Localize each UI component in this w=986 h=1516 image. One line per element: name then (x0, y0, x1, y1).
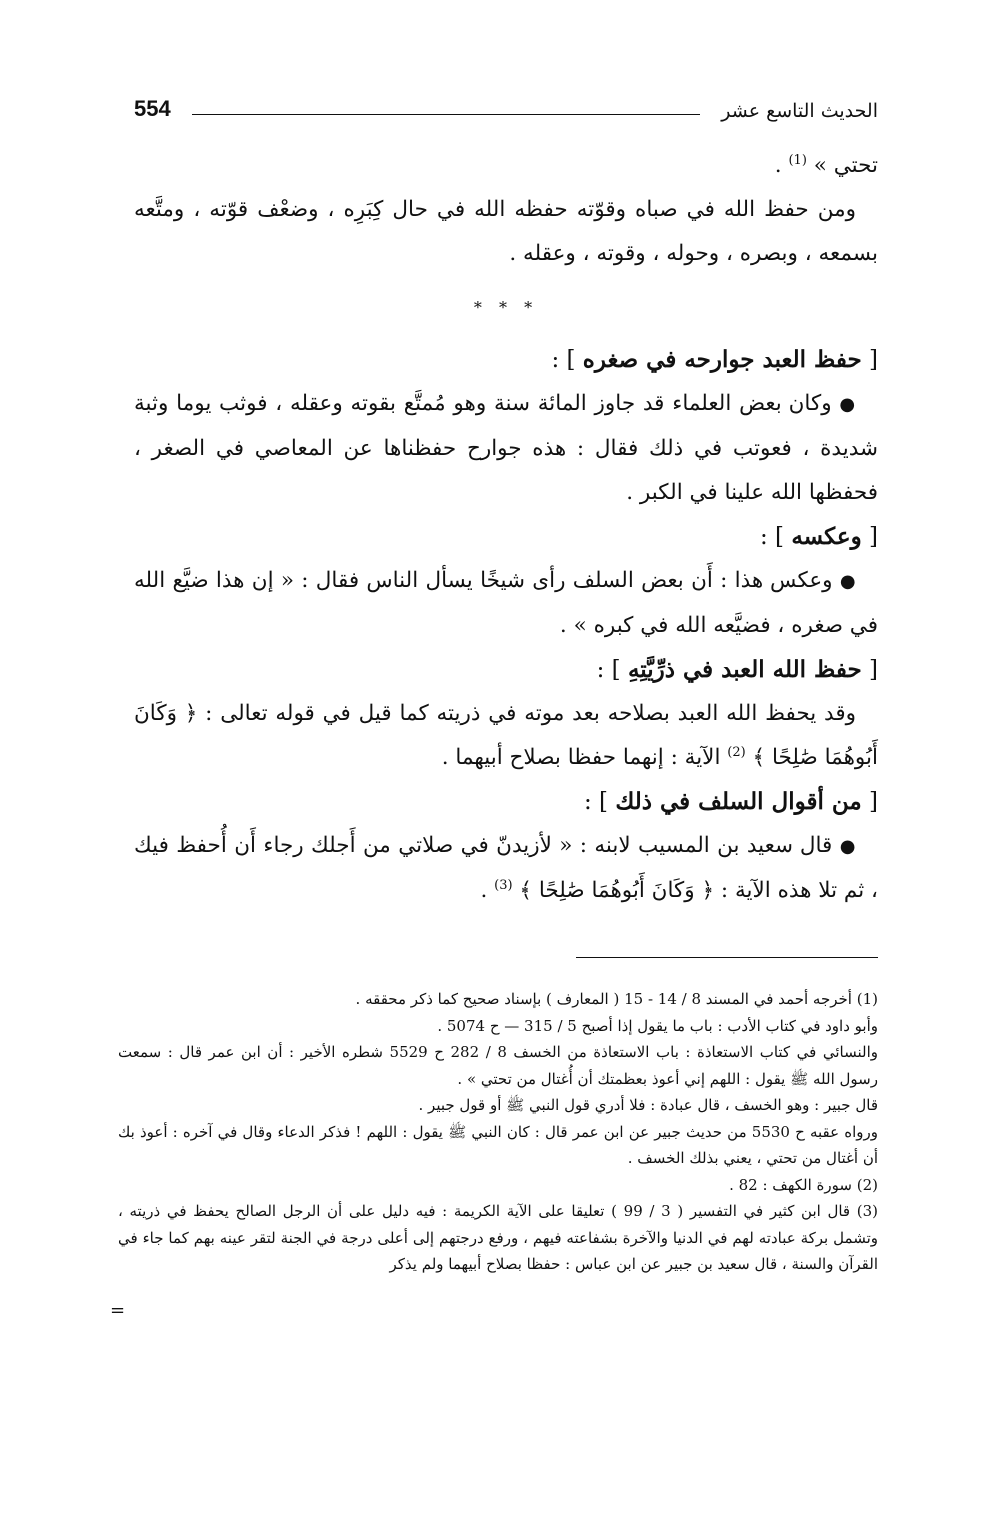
footnote-1-line-3: والنسائي في كتاب الاستعاذة : باب الاستعاذة من الخسف 8 / 282 ح 5529 شطره الأخير : أن ابن عمر قال : سمعت رسول الله ﷺ يقول : اللهم إني أعوذ بعظمتك أن أُغتال من تحتي » . (118, 1043, 878, 1088)
section-separator: * * * (473, 298, 539, 317)
paragraph-continuation (134, 144, 878, 188)
paragraph-text-end: الآية : إنهما حفظا بصلاح أبيهما . (441, 745, 728, 770)
paragraph-text: قال سعيد بن المسيب لابنه : « لأزيدنّ في صلاتي من أَجلك رجاء أَن أُحفظ فيك ، ثم تلا هذه الآية : ﴿ وَكَانَ أَبُوهُمَا صَٰلِحًا ﴾ (134, 833, 878, 903)
paragraph-4 (134, 692, 878, 780)
footnote-2: (2) سورة الكهف : 82 . (729, 1175, 878, 1194)
paragraph-3 (134, 559, 878, 648)
footnote-ref-2: (2) (727, 744, 746, 760)
continuation-text: تحتي » (806, 153, 878, 178)
footnote-separator (576, 957, 878, 958)
footnote-1-line-5: ورواه عقبه ح 5530 من حديث جبير عن ابن عمر قال : كان النبي ﷺ يقول : اللهم ! فذكر الدعاء وقال في آخره : أعوذ بك أن أغتال من تحتي ، يعني بذلك الخسف . (118, 1122, 878, 1167)
paragraph-text-end: . (480, 878, 495, 903)
footnote-1-line-2: وأبو داود في كتاب الأدب : باب ما يقول إذا أصبح 5 / 315 — ح 5074 . (437, 1016, 878, 1035)
header-rule (192, 114, 700, 115)
bullet-icon: ● (839, 571, 856, 592)
section-heading-1: [ حفظ العبد جوارحه في صغره ] : (551, 346, 878, 373)
page-number: 554 (134, 96, 171, 121)
main-text (134, 144, 878, 913)
heading-text: حفظ العبد جوارحه في صغره (582, 346, 862, 373)
heading-text: من أقوال السلف في ذلك (615, 788, 862, 815)
paragraph-text: وقد يحفظ الله العبد بصلاحه بعد موته في ذريته كما قيل في قوله تعالى : ﴿ وَكَانَ أَبُوهُمَا صَٰلِحًا ﴾ (134, 701, 878, 770)
section-heading-3: [ حفظ الله العبد في ذرِّيَّتِهِ ] : (596, 656, 878, 683)
running-title: الحديث التاسع عشر (721, 100, 878, 122)
footnote-3: (3) قال ابن كثير في التفسير ( 3 / 99 ) تعليقا على الآية الكريمة : فيه دليل على أن الرجل الصالح يحفظ في ذريته ، وتشمل بركة عبادته لهم في الدنيا والآخرة بشفاعته فيهم ، ورفع درجتهم إلى أعلى درجة في الجنة لتقر عينه بهم كما جاء في القرآن والسنة ، قال سعيد بن جبير عن ابن عباس : حفظا بصلاح أبيهما ولم يذكر (118, 1202, 879, 1273)
heading-text: وعكسه (791, 523, 862, 550)
section-heading-2: [ وعكسه ] : (759, 523, 878, 550)
paragraph-text: وعكس هذا : أَن بعض السلف رأى شيخًا يسأل الناس فقال : « إن هذا ضيَّع الله في صغره ، فضيَّعه الله في كبره » . (134, 568, 878, 638)
section-heading-4: [ من أقوال السلف في ذلك ] : (583, 788, 878, 815)
footnote-ref-1: (1) (788, 152, 807, 168)
paragraph-5 (134, 824, 878, 913)
page-header (134, 96, 878, 136)
footnote-1-line-4: قال جبير : وهو الخسف ، قال عبادة : فلا أدري قول النبي ﷺ أو قول جبير . (418, 1096, 878, 1114)
footnotes (118, 986, 878, 1278)
paragraph-1: ومن حفظ الله في صباه وقوّته حفظه الله في حال كِبَرِه ، وضعْف قوّته ، ومتَّعه بسمعه ، وبصره ، وحوله ، وقوته ، وعقله . (134, 197, 878, 266)
bullet-icon: ● (839, 394, 856, 415)
continuation-end: . (774, 153, 789, 178)
footnote-1: (1) أخرجه أحمد في المسند 8 / 14 - 15 ( المعارف ) بإسناد صحيح كما ذكر محققه . (355, 990, 878, 1008)
continued-mark: = (110, 1300, 126, 1321)
paragraph-2 (134, 382, 878, 515)
heading-text: حفظ الله العبد في ذرِّيَّتِهِ (627, 656, 862, 683)
paragraph-text: وكان بعض العلماء قد جاوز المائة سنة وهو مُمتَّع بقوته وعقله ، فوثب يوما وثبة شديدة ، فعوتب في ذلك فقال : هذه جوارح حفظناها عن المعاصي في الصغر ، فحفظها الله علينا في الكبر . (134, 391, 878, 505)
bullet-icon: ● (839, 836, 856, 857)
footnote-ref-3: (3) (494, 877, 513, 893)
